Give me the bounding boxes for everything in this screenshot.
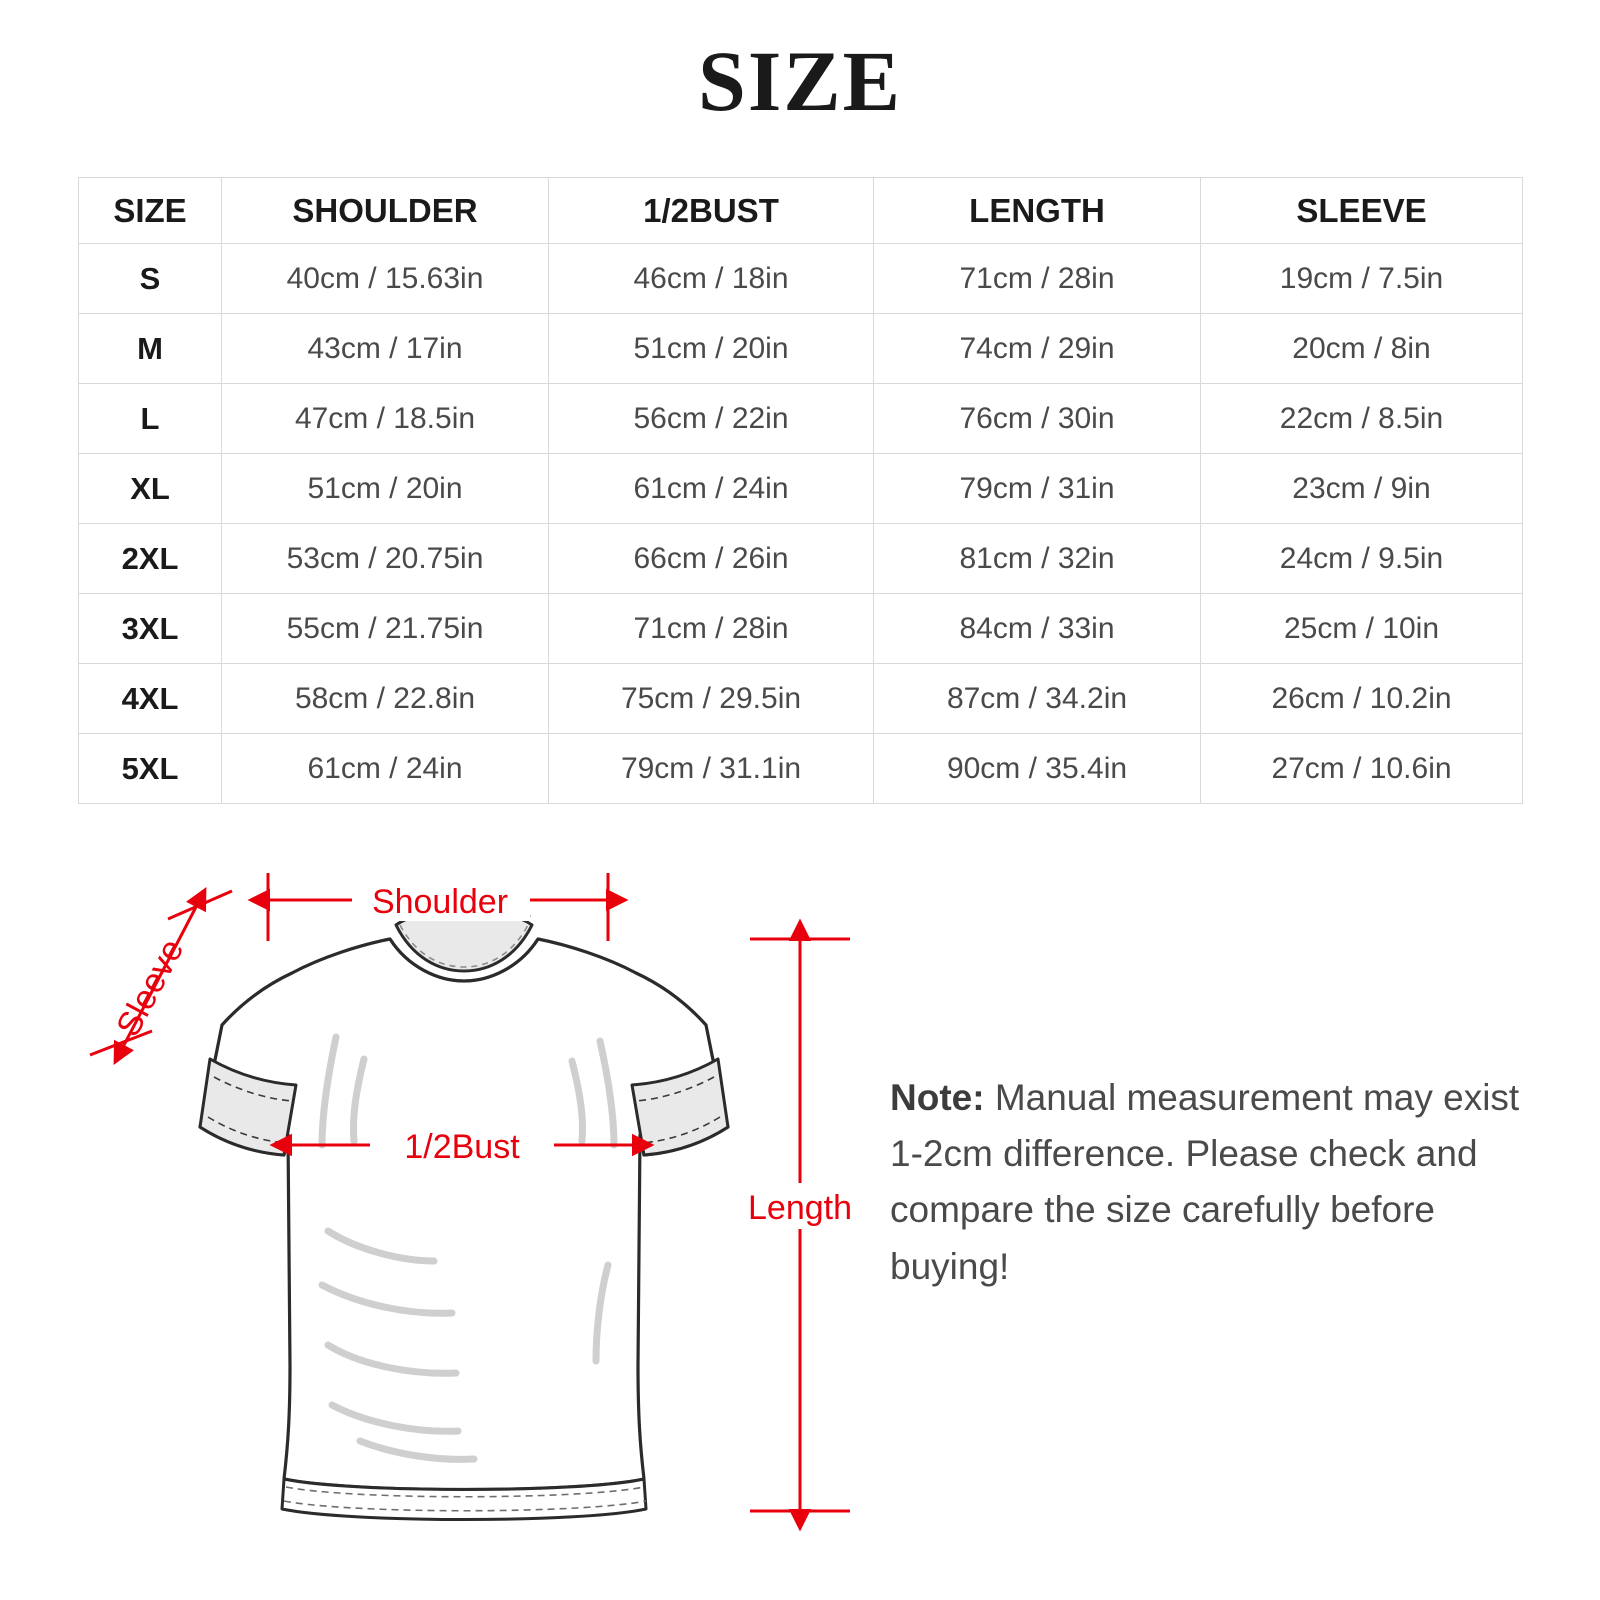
cell-sleeve: 20cm / 8in [1201,314,1523,384]
cell-length: 79cm / 31in [874,454,1201,524]
page-title: SIZE [697,33,903,129]
cell-sleeve: 23cm / 9in [1201,454,1523,524]
table-row [79,524,1523,594]
cell-length: 76cm / 30in [874,384,1201,454]
note-text: Manual measurement may exist 1-2cm difference. Please check and compare the size carefully before buying! [890,1077,1520,1287]
cell-length: 87cm / 34.2in [874,664,1201,734]
cell-size: M [79,314,222,384]
table-header-row [79,178,1523,244]
note-block [890,1070,1550,1295]
tshirt-measurement-diagram [60,845,860,1575]
shoulder-label: Shoulder [371,883,509,921]
cell-shoulder: 51cm / 20in [222,454,549,524]
cell-bust: 46cm / 18in [549,244,874,314]
cell-sleeve: 22cm / 8.5in [1201,384,1523,454]
sleeve-label: Sleeve [109,933,192,1043]
table-row [79,454,1523,524]
cell-shoulder: 58cm / 22.8in [222,664,549,734]
cell-size: L [79,384,222,454]
note-label: Note: [890,1077,985,1118]
table-row [79,244,1523,314]
cell-size: 4XL [79,664,222,734]
cell-size: S [79,244,222,314]
cell-shoulder: 61cm / 24in [222,734,549,804]
bust-label: 1/2Bust [404,1128,520,1166]
cell-sleeve: 26cm / 10.2in [1201,664,1523,734]
table-row [79,384,1523,454]
cell-bust: 61cm / 24in [549,454,874,524]
cell-sleeve: 27cm / 10.6in [1201,734,1523,804]
cell-sleeve: 19cm / 7.5in [1201,244,1523,314]
cell-bust: 51cm / 20in [549,314,874,384]
cell-shoulder: 40cm / 15.63in [222,244,549,314]
sleeve-dimension [90,891,232,1055]
table-row [79,594,1523,664]
table-row [79,734,1523,804]
column-header-bust: 1/2BUST [549,178,874,244]
cell-size: 5XL [79,734,222,804]
cell-length: 90cm / 35.4in [874,734,1201,804]
cell-sleeve: 24cm / 9.5in [1201,524,1523,594]
cell-size: 3XL [79,594,222,664]
size-table [78,177,1523,804]
cell-length: 74cm / 29in [874,314,1201,384]
cell-bust: 75cm / 29.5in [549,664,874,734]
table-row [79,314,1523,384]
cell-shoulder: 53cm / 20.75in [222,524,549,594]
cell-size: XL [79,454,222,524]
cell-bust: 56cm / 22in [549,384,874,454]
cell-bust: 79cm / 31.1in [549,734,874,804]
cell-size: 2XL [79,524,222,594]
cell-bust: 66cm / 26in [549,524,874,594]
column-header-size: SIZE [79,178,222,244]
length-label: Length [748,1189,852,1227]
column-header-sleeve: SLEEVE [1201,178,1523,244]
column-header-shoulder: SHOULDER [222,178,549,244]
tshirt-illustration [200,904,728,1520]
cell-shoulder: 43cm / 17in [222,314,549,384]
column-header-length: LENGTH [874,178,1201,244]
cell-bust: 71cm / 28in [549,594,874,664]
cell-sleeve: 25cm / 10in [1201,594,1523,664]
cell-length: 71cm / 28in [874,244,1201,314]
cell-length: 81cm / 32in [874,524,1201,594]
cell-shoulder: 55cm / 21.75in [222,594,549,664]
cell-shoulder: 47cm / 18.5in [222,384,549,454]
cell-length: 84cm / 33in [874,594,1201,664]
table-row [79,664,1523,734]
length-dimension [742,939,858,1511]
